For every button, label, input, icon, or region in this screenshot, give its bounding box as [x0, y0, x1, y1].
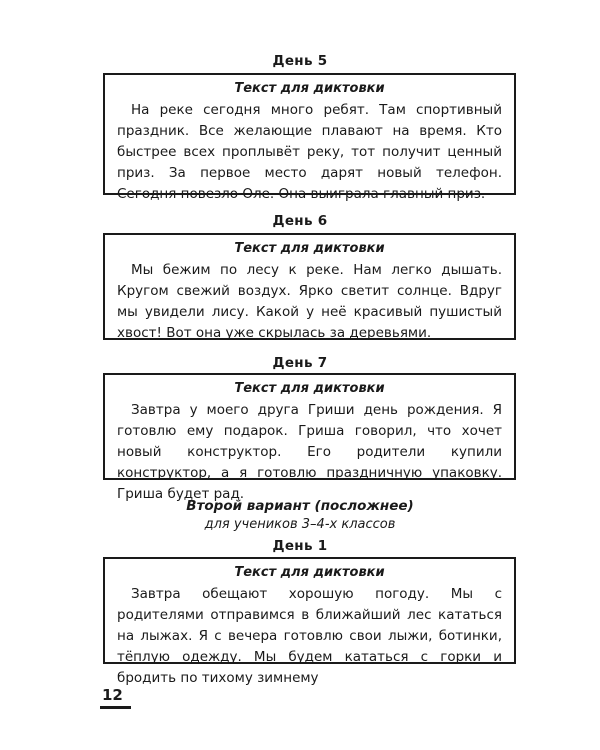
dictation-text: На реке сегодня много ребят. Там спортивный праздник. Все желающие плавают на время. Кто быстрее всех проплывёт реку, тот получит ценный приз. За первое место дарят новый телефон. Сегодня повезло Оле. Она выиграла главный приз. — [117, 102, 502, 202]
dictation-box-day-1 — [103, 557, 516, 686]
dictation-box-title: Текст для диктовки — [234, 381, 385, 396]
dictation-text: Завтра обещают хорошую погоду. Мы с родителями отправимся в ближайший лес кататься на лыжах. Я с вечера готовлю свои лыжи, ботинки, тёплую одежду. Мы будем кататься с горки и бродить по тихому зимнему — [117, 586, 502, 686]
dictation-box-title: Текст для диктовки — [234, 241, 385, 256]
dictation-box-title: Текст для диктовки — [234, 565, 385, 580]
day-5-heading: День 5 — [272, 53, 328, 69]
variant-title: Второй вариант (посложнее) — [186, 498, 414, 514]
dictation-box-day-6 — [103, 233, 516, 340]
dictation-box-day-7 — [103, 373, 516, 502]
variant-subtitle: для учеников 3–4-х классов — [204, 517, 396, 532]
dictation-text: Мы бежим по лесу к реке. Нам легко дышать. Кругом свежий воздух. Ярко светит солнце. Вдруг мы увидели лису. Какой у неё красивый пушистый хвост! Вот она уже скрылась за деревьями. — [117, 262, 502, 341]
day-7-heading: День 7 — [272, 355, 328, 371]
dictation-box-title: Текст для диктовки — [234, 81, 385, 96]
day-1-heading: День 1 — [272, 538, 328, 554]
dictation-box-day-5 — [103, 73, 516, 202]
day-6-heading: День 6 — [272, 213, 328, 229]
dictation-text-clip — [117, 584, 502, 686]
page-number: 12 — [100, 686, 131, 709]
dictation-text: Завтра у моего друга Гриши день рождения. Я готовлю ему подарок. Гриша говорил, что хочет новый конструктор. Его родители купили конструктор, а я готовлю праздничную упаковку. Гриша будет рад. — [117, 402, 502, 502]
